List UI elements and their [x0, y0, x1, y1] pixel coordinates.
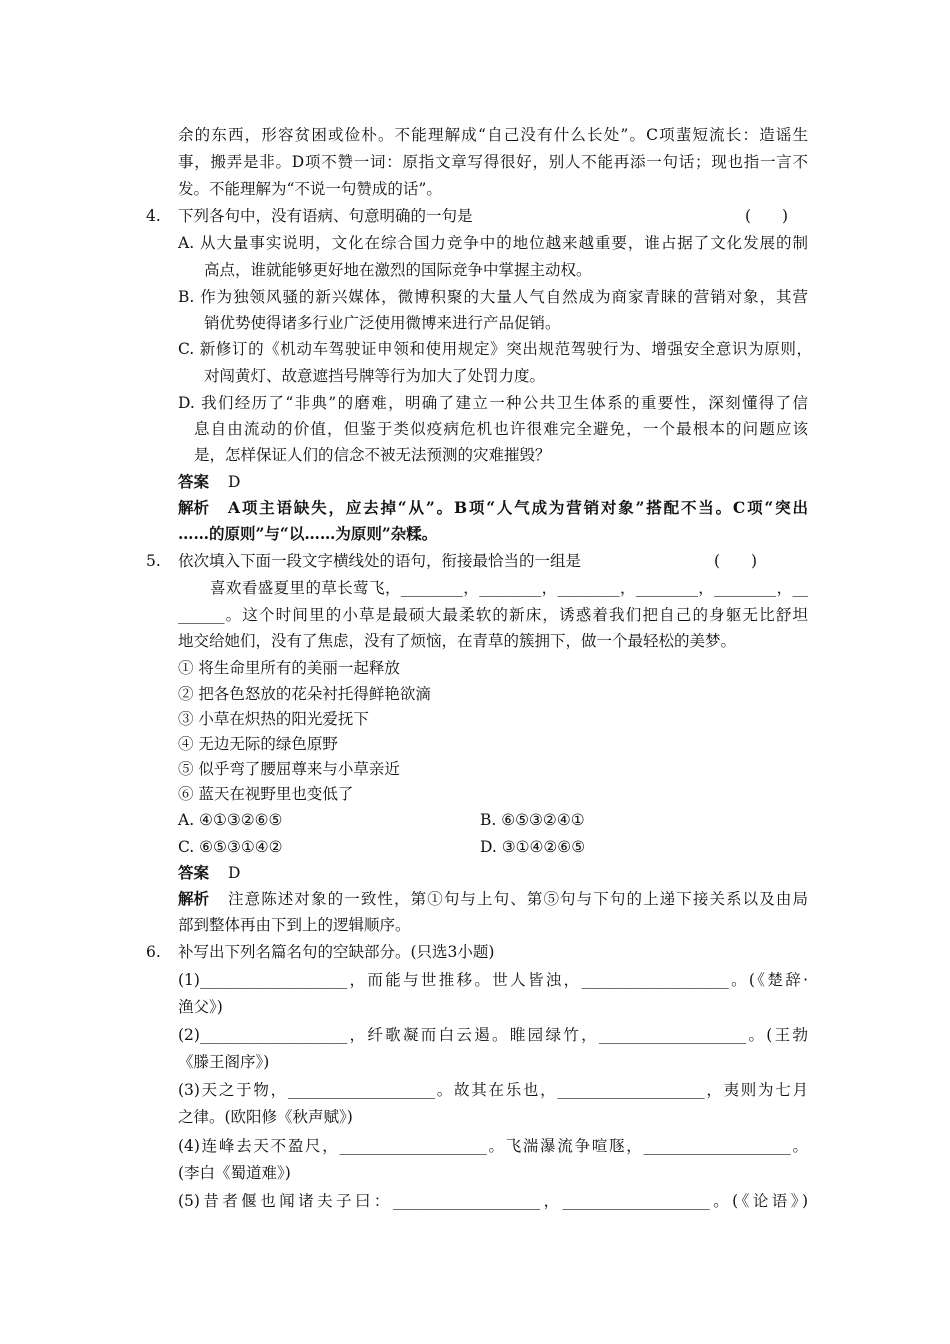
q6-item-3: (3)天之于物，___________________。故其在乐也，___________________，夷则为七月 [178, 1081, 808, 1099]
carryover-line: 事，搬弄是非。D项不赞一词：原指文章写得很好，别人不能再添一句话；现也指一言不 [178, 153, 808, 171]
q4-analysis-line: ……的原则”与“以……为原则”杂糅。 [178, 524, 438, 543]
q6-item-2: (2)___________________，纤歌凝而白云遏。睢园绿竹，___________________。(王勃 [178, 1026, 808, 1044]
q6-item-3-cont: 之律。(欧阳修《秋声赋》) [178, 1108, 353, 1126]
q4-option-d: D. 我们经历了“非典”的磨难，明确了建立一种公共卫生体系的重要性，深刻懂得了信 [178, 394, 808, 412]
q5-item: ② 把各色怒放的花朵衬托得鲜艳欲滴 [178, 685, 431, 703]
carryover-line: 余的东西，形容贫困或俭朴。不能理解成“自己没有什么长处”。C项蜚短流长：造谣生 [178, 126, 808, 144]
question-6-stem: 补写出下列名篇名句的空缺部分。(只选3小题) [178, 943, 495, 961]
q5-item: ⑥ 蓝天在视野里也变低了 [178, 785, 354, 803]
q5-choice-b: B. ⑥⑤③②④① [480, 811, 585, 829]
question-5-stem: 依次填入下面一段文字横线处的语句，衔接最恰当的一组是 [178, 552, 582, 570]
q5-passage-line: ______。这个时间里的小草是最硕大最柔软的新床，诱惑着我们把自己的身躯无比舒坦 [178, 606, 808, 624]
q5-item: ④ 无边无际的绿色原野 [178, 735, 338, 753]
q4-option-a-cont: 高点，谁就能够更好地在激烈的国际竞争中掌握主动权。 [204, 261, 592, 279]
q5-analysis-line: 部到整体再由下到上的逻辑顺序。 [178, 916, 411, 934]
q5-item: ① 将生命里所有的美丽一起释放 [178, 659, 400, 677]
q6-item-1: (1)___________________，而能与世推移。世人皆浊，___________________。(《楚辞· [178, 971, 808, 989]
q4-analysis-line: A项主语缺失，应去掉“从”。B项“人气成为营销对象”搭配不当。C项“突出 [228, 498, 808, 517]
q4-analysis-label: 解析 [178, 498, 210, 517]
q4-option-b-cont: 销优势使得诸多行业广泛使用微博来进行产品促销。 [204, 314, 561, 332]
question-4-answer-paren: ( ) [745, 207, 789, 225]
q5-passage-line: 喜欢看盛夏里的草长莺飞，________，________，________，________，________，__ [210, 579, 808, 597]
q4-answer-value: D [228, 473, 241, 491]
question-5-answer-paren: ( ) [714, 552, 758, 570]
question-5-number: 5. [146, 552, 161, 570]
q4-option-c-cont: 对闯黄灯、故意遮挡号牌等行为加大了处罚力度。 [204, 367, 546, 385]
q4-option-a: A. 从大量事实说明，文化在综合国力竞争中的地位越来越重要，谁占据了文化发展的制 [178, 234, 808, 252]
q5-choice-d: D. ③①④②⑥⑤ [480, 838, 586, 856]
q6-item-4-cont: (李白《蜀道难》) [178, 1164, 291, 1182]
q5-passage-line: 地交给她们，没有了焦虑，没有了烦恼，在青草的簇拥下，做一个最轻松的美梦。 [178, 632, 737, 650]
q6-item-5: (5)昔者偃也闻诸夫子曰：___________________，___________________。(《论语》) [178, 1192, 808, 1210]
question-4-number: 4. [146, 207, 161, 225]
q5-analysis-line: 注意陈述对象的一致性，第①句与上句、第⑤句与下句的上递下接关系以及由局 [228, 890, 808, 908]
q4-option-d-cont: 是，怎样保证人们的信念不被无法预测的灾难摧毁？ [194, 446, 551, 464]
question-4-stem: 下列各句中，没有语病、句意明确的一句是 [178, 207, 473, 225]
q6-item-2-cont: 《滕王阁序》) [178, 1053, 270, 1071]
q5-choice-c: C. ⑥⑤③①④② [178, 838, 283, 856]
q4-option-d-cont: 息自由流动的价值，但鉴于类似疫病危机也许很难完全避免，一个最根本的问题应该 [194, 420, 808, 438]
q5-answer-value: D [228, 864, 241, 882]
q5-item: ③ 小草在炽热的阳光爱抚下 [178, 710, 369, 728]
q4-option-b: B. 作为独领风骚的新兴媒体，微博积聚的大量人气自然成为商家青睐的营销对象，其营 [178, 288, 808, 306]
q5-item: ⑤ 似乎弯了腰屈尊来与小草亲近 [178, 760, 400, 778]
q5-answer-label: 答案 [178, 863, 210, 882]
q5-analysis-label: 解析 [178, 889, 210, 908]
q6-item-4: (4)连峰去天不盈尺，___________________。飞湍瀑流争喧豗，___________________。 [178, 1137, 808, 1155]
q4-answer-label: 答案 [178, 472, 210, 491]
q6-item-1-cont: 渔父》) [178, 998, 223, 1016]
q5-choice-a: A. ④①③②⑥⑤ [178, 811, 283, 829]
carryover-line: 发。不能理解为“不说一句赞成的话”。 [178, 180, 442, 198]
q4-option-c: C. 新修订的《机动车驾驶证申领和使用规定》突出规范驾驶行为、增强安全意识为原则， [178, 340, 812, 358]
question-6-number: 6. [146, 943, 161, 961]
